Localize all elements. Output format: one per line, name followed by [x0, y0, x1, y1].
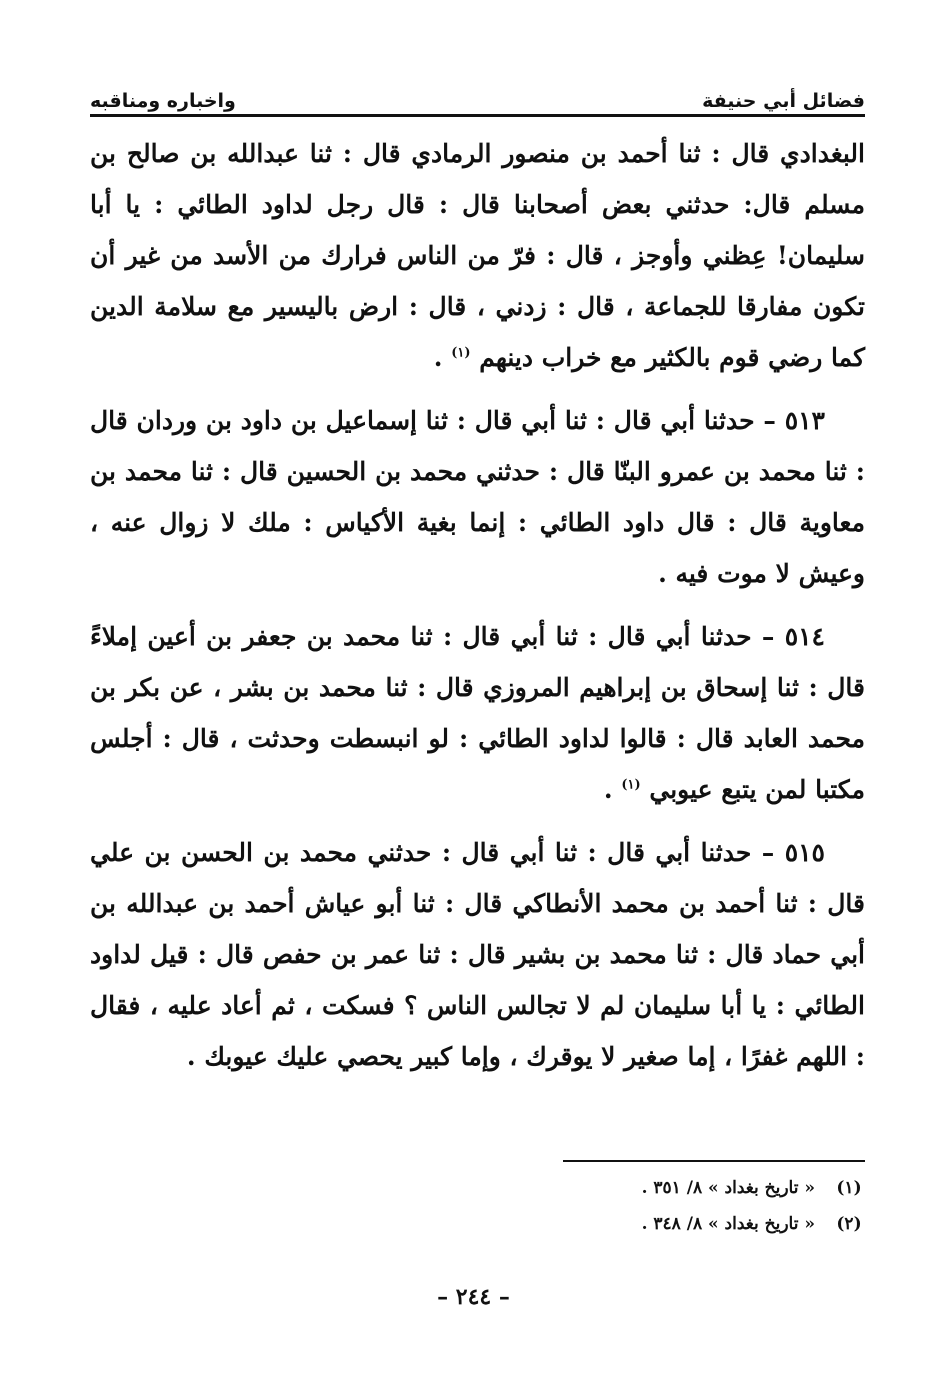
footnote-item [90, 1206, 865, 1242]
paragraph-continuation: البغدادي قال : ثنا أحمد بن منصور الرمادي قال : ثنا عبدالله بن صالح بن مسلم قال: حدثني بعض أصحابنا قال : قال رجل لداود الطائي : يا أبا سليمان! عِظني وأوجز ، قال : فرّ من الناس فرارك من الأسد من غير أن تكون مفارقا للجماعة ، قال : زدني ، قال : ارض باليسير مع سلامة الدين كما رضي قوم بالكثير مع خراب دينهم $^{(١)}$ . [90, 139, 865, 372]
running-header [90, 78, 865, 112]
header-rule [90, 114, 865, 117]
footnote-text: « تاريخ بغداد » ٨/ ٣٥١ . [641, 1178, 815, 1198]
page-number: – ٢٤٤ – [437, 1284, 510, 1310]
paragraph-513: ٥١٣ – حدثنا أبي قال : ثنا أبي قال : ثنا إسماعيل بن داود بن وردان قال : ثنا محمد بن عمرو البنّا قال : حدثني محمد بن الحسين قال : ثنا محمد بن معاوية قال : قال داود الطائي : إنما بغية الأكياس : ملك لا زوال عنه ، وعيش لا موت فيه . [90, 406, 865, 588]
footnote-separator [563, 1160, 865, 1162]
paragraph-514: ٥١٤ – حدثنا أبي قال : ثنا أبي قال : ثنا محمد بن جعفر بن أعين إملاءً قال : ثنا إسحاق بن إبراهيم المروزي قال : ثنا محمد بن بشر ، عن بكر بن محمد العابد قال : قالوا لداود الطائي : لو انبسطت وحدثت ، قال : أجلس مكتبا لمن يتبع عيوبي $^{(١)}$ . [90, 622, 865, 804]
header-right-title: فضائل أبي حنيفة [702, 90, 865, 112]
footnote-ref: (١) [621, 777, 641, 793]
footnotes [90, 1170, 865, 1242]
footnote-ref: (١) [451, 345, 471, 361]
footnote-number: (١) [836, 1178, 862, 1198]
footnote-item [90, 1170, 865, 1206]
header-left-title: واخباره ومناقبه [90, 90, 236, 112]
footnote-text: « تاريخ بغداد » ٨/ ٣٤٨ . [641, 1214, 815, 1234]
paragraph-515: ٥١٥ – حدثنا أبي قال : ثنا أبي قال : حدثني محمد بن الحسن بن علي قال : ثنا أحمد بن محمد الأنطاكي قال : ثنا أبو عياش أحمد بن عبدالله بن أبي حماد قال : ثنا محمد بن بشير قال : ثنا عمر بن حفص قال : قيل لداود الطائي : يا أبا سليمان لم لا تجالس الناس ؟ فسكت ، ثم أعاد عليه ، فقال : اللهم غفرًا ، إما صغير لا يوقرك ، وإما كبير يحصي عليك عيوبك . [90, 838, 865, 1071]
footnote-number: (٢) [836, 1214, 862, 1234]
main-text [90, 128, 865, 1094]
